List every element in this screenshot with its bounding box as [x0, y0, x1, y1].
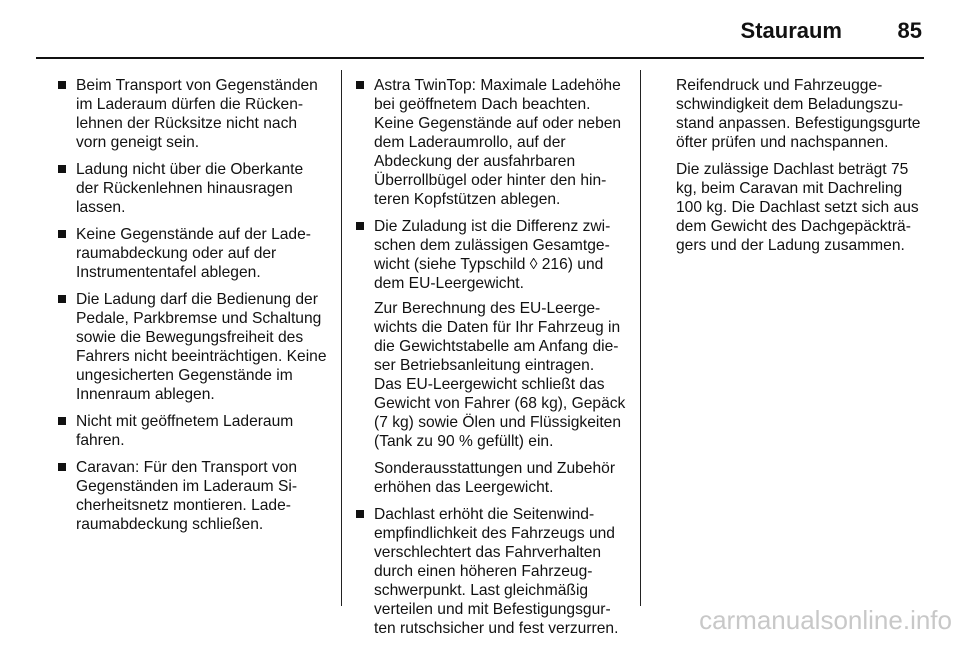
- bullet-square-icon: [58, 230, 66, 238]
- list-item: Die Zuladung ist die Differenz zwischen dem zulässigen Gesamtgewicht (siehe Typschild ◊ 216) und dem EU-Leergewicht. Zur Berechnung des EU-Leergewichts die Daten für Ihr Fahrzeug in die Gewichtstabelle am Anfang dieser Betriebsanleitung eintragen. Das EU-Leergewicht schließt das Gewicht von Fahrer (68 kg), Gepäck (7 kg) sowie Ölen und Flüssigkeiten (Tank zu 90 % gefüllt) ein. Sonderausstattungen und Zubehör erhöhen das Leergewicht.: [356, 217, 626, 497]
- column-divider: [341, 70, 342, 606]
- watermark: carmanualsonline.info: [699, 605, 952, 635]
- list-item: Beim Transport von Gegenständen im Laderaum dürfen die Rückenlehnen der Rücksitze nicht nach vorn geneigt sein.: [58, 76, 328, 152]
- sub-paragraph: Zur Berechnung des EU-Leergewichts die Daten für Ihr Fahrzeug in die Gewichtstabelle am Anfang dieser Betriebsanleitung eintragen.: [374, 300, 621, 374]
- sub-paragraph: Das EU-Leergewicht schließt das Gewicht von Fahrer (68 kg), Gepäck (7 kg) sowie Ölen und Flüssigkeiten (Tank zu 90 % gefüllt) ein.: [374, 376, 626, 450]
- bullet-square-icon: [58, 81, 66, 89]
- list-item: Dachlast erhöht die Seitenwindempfindlichkeit des Fahrzeugs und verschlechtert das Fahrverhalten durch einen höheren Fahrzeugschwerpunkt. Last gleichmäßig verteilen und mit Befestigungsgurten rutschsicher und fest verzurren.: [356, 505, 626, 638]
- column-right: [676, 76, 923, 263]
- column-middle: [356, 76, 626, 646]
- list-item: Astra TwinTop: Maximale Ladehöhe bei geöffnetem Dach beachten. Keine Gegenstände auf oder neben dem Laderaumrollo, auf der Abdeckung der ausfahrbaren Überrollbügel oder hinter den hinteren Kopfstützen ablegen.: [356, 76, 626, 209]
- list-item: Nicht mit geöffnetem Laderaum fahren.: [58, 412, 328, 450]
- bullet-square-icon: [356, 222, 364, 230]
- column-divider: [640, 70, 641, 606]
- bullet-square-icon: [356, 81, 364, 89]
- paragraph: Reifendruck und Fahrzeuggeschwindigkeit dem Beladungszustand anpassen. Befestigungsgurte öfter prüfen und nachspannen.: [676, 77, 921, 151]
- bullet-list: [58, 76, 328, 534]
- bullet-square-icon: [58, 417, 66, 425]
- column-left: [58, 76, 328, 542]
- paragraph: Die zulässige Dachlast beträgt 75 kg, beim Caravan mit Dachreling 100 kg. Die Dachlast setzt sich aus dem Gewicht des Dachgepäckträgers und der Ladung zusammen.: [676, 161, 919, 254]
- list-item: Die Ladung darf die Bedienung der Pedale, Parkbremse und Schaltung sowie die Bewegungsfreiheit des Fahrers nicht beeinträchtigen. Keine ungesicherten Gegenstände im Innenraum ablegen.: [58, 290, 328, 404]
- list-item: Caravan: Für den Transport von Gegenständen im Laderaum Sicherheitsnetz montieren. Laderaumabdeckung schließen.: [58, 458, 328, 534]
- bullet-square-icon: [58, 165, 66, 173]
- page-title: Stauraum: [740, 18, 842, 43]
- page-number: 85: [897, 18, 922, 43]
- header-rule: [36, 57, 924, 59]
- bullet-square-icon: [356, 510, 364, 518]
- bullet-list: [356, 76, 626, 638]
- bullet-square-icon: [58, 295, 66, 303]
- page-header: [0, 0, 960, 58]
- sub-paragraph: Sonderausstattungen und Zubehör erhöhen das Leergewicht.: [374, 460, 616, 496]
- bullet-square-icon: [58, 463, 66, 471]
- list-item: Keine Gegenstände auf der Laderaumabdeckung oder auf der Instrumententafel ablegen.: [58, 225, 328, 282]
- list-item: Ladung nicht über die Oberkante der Rückenlehnen hinausragen lassen.: [58, 160, 328, 217]
